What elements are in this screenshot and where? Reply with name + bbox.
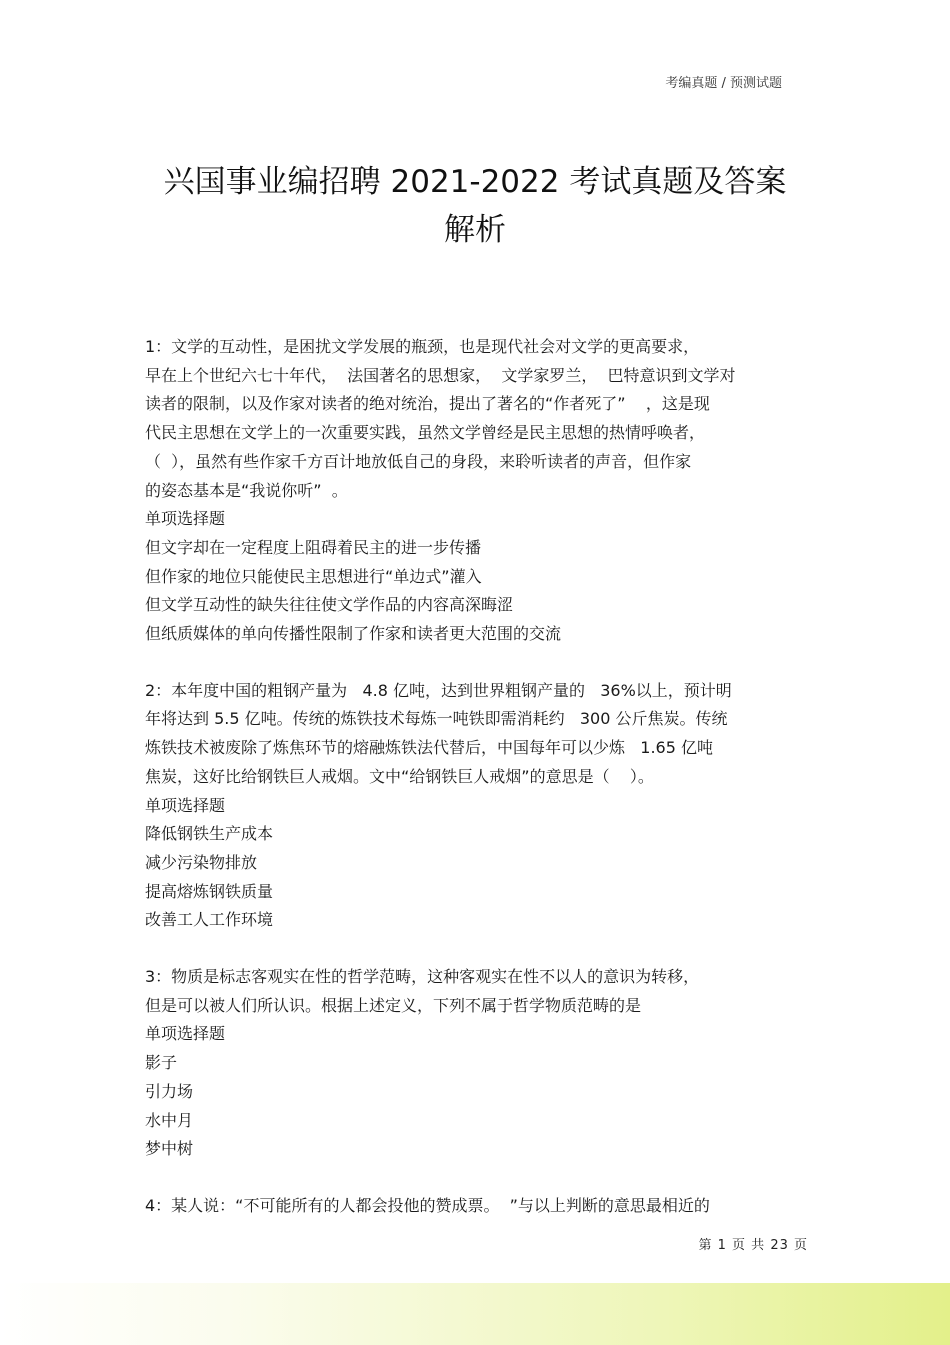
question-block	[145, 963, 810, 1164]
decorative-gradient-band	[0, 1283, 950, 1345]
answer-option: 但作家的地位只能使民主思想进行“单边式”灌入	[145, 566, 482, 586]
answer-option: 但文学互动性的缺失往往使文学作品的内容高深晦涩	[145, 595, 514, 615]
question-text-line: 4：某人说：“不可能所有的人都会投他的赞成票。 ”与以上判断的意思最相近的	[145, 1195, 710, 1215]
question-text-line: 焦炭，这好比给钢铁巨人戒烟。文中“给钢铁巨人戒烟”的意思是（ ）。	[145, 766, 654, 786]
question-block	[145, 1192, 810, 1221]
question-text-line: 的姿态基本是“我说你听” 。	[145, 480, 348, 500]
question-type: 单项选择题	[145, 795, 226, 815]
question-type: 单项选择题	[145, 509, 226, 529]
question-text-line: 早在上个世纪六七十年代， 法国著名的思想家， 文学家罗兰， 巴特意识到文学对	[145, 365, 736, 385]
question-text-line: 炼铁技术被废除了炼焦环节的熔融炼铁法代替后，中国每年可以少炼 1.65 亿吨	[145, 738, 713, 758]
question-block	[145, 333, 810, 649]
question-text-line: 但是可以被人们所认识。根据上述定义，下列不属于哲学物质范畴的是	[145, 995, 642, 1015]
title-line-1: 兴国事业编招聘 2021-2022 考试真题及答案	[163, 164, 787, 200]
answer-option: 改善工人工作环境	[145, 910, 274, 930]
answer-option: 但纸质媒体的单向传播性限制了作家和读者更大范围的交流	[145, 624, 562, 644]
answer-option: 减少污染物排放	[145, 852, 258, 872]
question-text-line: 读者的限制，以及作家对读者的绝对统治，提出了著名的“作者死了” ，这是现	[145, 394, 710, 414]
answer-option: 但文字却在一定程度上阻碍着民主的进一步传播	[145, 537, 482, 557]
page-number: 第 1 页 共 23 页	[698, 1238, 808, 1253]
answer-option: 影子	[145, 1053, 178, 1073]
question-list	[145, 333, 810, 1249]
question-type: 单项选择题	[145, 1024, 226, 1044]
question-text-line: 年将达到 5.5 亿吨。传统的炼铁技术每炼一吨铁即需消耗约 300 公斤焦炭。传统	[145, 709, 728, 729]
question-block	[145, 677, 810, 935]
question-text-line: 1：文学的互动性，是困扰文学发展的瓶颈，也是现代社会对文学的更高要求，	[145, 337, 700, 356]
question-text-line: 2：本年度中国的粗钢产量为 4.8 亿吨，达到世界粗钢产量的 36%以上，预计明	[145, 680, 732, 700]
question-text-line: （ ），虽然有些作家千方百计地放低自己的身段，来聆听读者的声音，但作家	[145, 451, 692, 471]
title-line-2: 解析	[444, 212, 506, 248]
answer-option: 梦中树	[145, 1139, 194, 1159]
answer-option: 降低钢铁生产成本	[145, 824, 274, 844]
answer-option: 引力场	[145, 1081, 194, 1101]
answer-option: 提高熔炼钢铁质量	[145, 881, 274, 901]
document-title	[0, 158, 950, 254]
answer-option: 水中月	[145, 1110, 194, 1130]
header-label: 考编真题 / 预测试题	[665, 76, 782, 91]
question-text-line: 代民主思想在文学上的一次重要实践，虽然文学曾经是民主思想的热情呼唤者，	[145, 423, 706, 443]
question-text-line: 3：物质是标志客观实在性的哲学范畴，这种客观实在性不以人的意识为转移，	[145, 967, 700, 987]
